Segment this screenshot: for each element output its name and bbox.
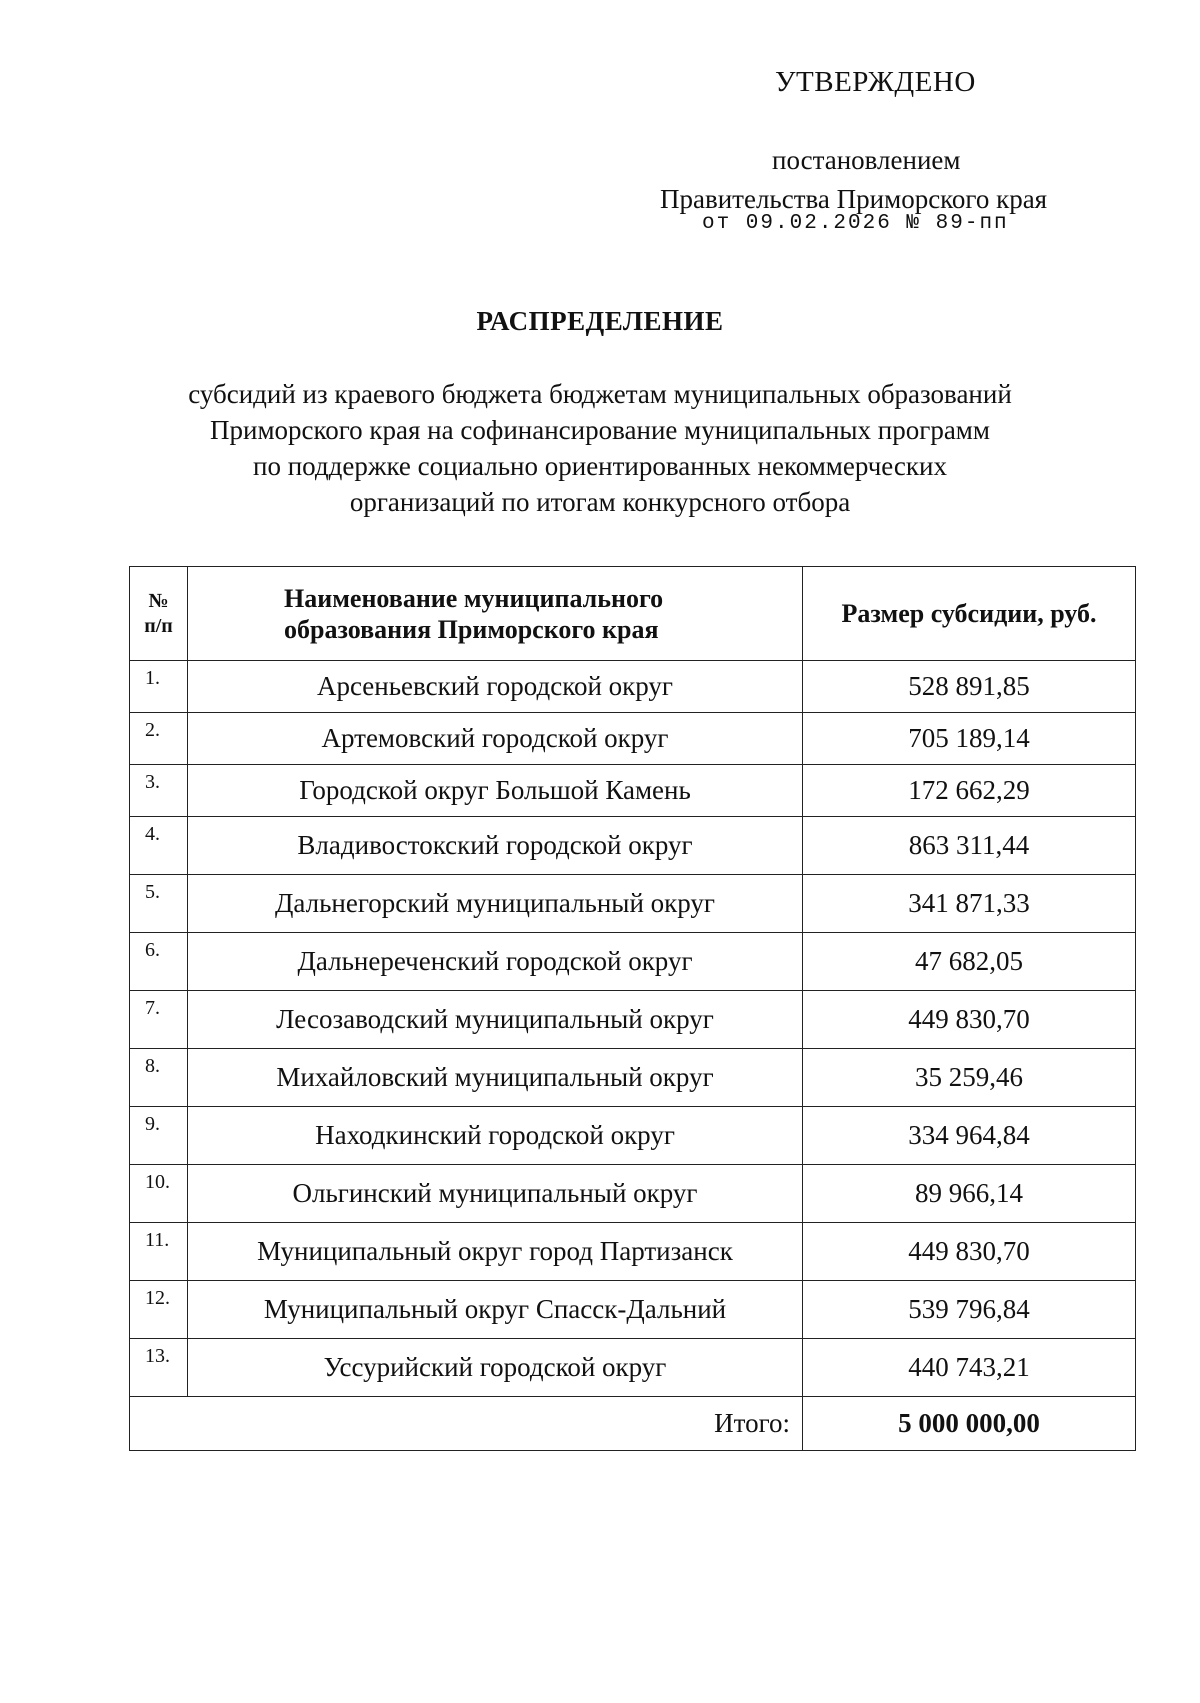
header-number-sign: № bbox=[148, 589, 169, 612]
table-row bbox=[130, 1281, 1136, 1339]
table-row bbox=[130, 661, 1136, 713]
table-row bbox=[130, 1107, 1136, 1165]
subsidy-amount: 528 891,85 bbox=[803, 661, 1136, 713]
municipality-name: Лесозаводский муниципальный округ bbox=[188, 991, 803, 1049]
subtitle-line: по поддержке социально ориентированных некоммерческих bbox=[253, 451, 947, 481]
municipality-name: Артемовский городской округ bbox=[188, 713, 803, 765]
total-row bbox=[130, 1397, 1136, 1451]
row-number: 1. bbox=[130, 661, 188, 713]
table-row bbox=[130, 1049, 1136, 1107]
municipality-name: Городской округ Большой Камень bbox=[188, 765, 803, 817]
table-row bbox=[130, 1223, 1136, 1281]
subsidy-amount: 334 964,84 bbox=[803, 1107, 1136, 1165]
municipality-name: Арсеньевский городской округ bbox=[188, 661, 803, 713]
table-row bbox=[130, 817, 1136, 875]
subsidy-distribution-table bbox=[129, 566, 1136, 1451]
document-title: РАСПРЕДЕЛЕНИЕ bbox=[476, 306, 724, 336]
total-label: Итого: bbox=[130, 1397, 803, 1451]
municipality-name: Муниципальный округ город Партизанск bbox=[188, 1223, 803, 1281]
subsidy-amount: 89 966,14 bbox=[803, 1165, 1136, 1223]
row-number: 12. bbox=[130, 1281, 188, 1339]
row-number: 8. bbox=[130, 1049, 188, 1107]
total-value: 5 000 000,00 bbox=[803, 1397, 1136, 1451]
row-number: 2. bbox=[130, 713, 188, 765]
municipality-name: Дальнереченский городской округ bbox=[188, 933, 803, 991]
table-row bbox=[130, 765, 1136, 817]
table-body bbox=[130, 661, 1136, 1397]
subtitle-line: Приморского края на софинансирование муниципальных программ bbox=[210, 415, 990, 445]
table-row bbox=[130, 933, 1136, 991]
subtitle-line: организаций по итогам конкурсного отбора bbox=[349, 487, 851, 517]
approval-heading: УТВЕРЖДЕНО bbox=[775, 66, 976, 98]
subsidy-amount: 705 189,14 bbox=[803, 713, 1136, 765]
subsidy-amount: 863 311,44 bbox=[803, 817, 1136, 875]
header-municipality-line: Наименование муниципального bbox=[284, 583, 664, 613]
row-number: 5. bbox=[130, 875, 188, 933]
row-number: 6. bbox=[130, 933, 188, 991]
table-row bbox=[130, 991, 1136, 1049]
municipality-name: Дальнегорский муниципальный округ bbox=[188, 875, 803, 933]
row-number: 9. bbox=[130, 1107, 188, 1165]
table-row bbox=[130, 1165, 1136, 1223]
row-number: 7. bbox=[130, 991, 188, 1049]
approval-decree-label: постановлением bbox=[772, 145, 961, 175]
header-number-abbrev: п/п bbox=[144, 614, 173, 637]
table-row bbox=[130, 875, 1136, 933]
row-number: 13. bbox=[130, 1339, 188, 1397]
approval-date-number: от 09.02.2026 № 89-пп bbox=[702, 212, 1009, 235]
subsidy-amount: 172 662,29 bbox=[803, 765, 1136, 817]
row-number: 10. bbox=[130, 1165, 188, 1223]
table-header-row bbox=[130, 567, 1136, 661]
municipality-name: Михайловский муниципальный округ bbox=[188, 1049, 803, 1107]
header-number bbox=[130, 567, 188, 661]
municipality-name: Находкинский городской округ bbox=[188, 1107, 803, 1165]
subsidy-amount: 341 871,33 bbox=[803, 875, 1136, 933]
row-number: 3. bbox=[130, 765, 188, 817]
municipality-name: Ольгинский муниципальный округ bbox=[188, 1165, 803, 1223]
row-number: 11. bbox=[130, 1223, 188, 1281]
subsidy-amount: 35 259,46 bbox=[803, 1049, 1136, 1107]
approval-authority: Правительства Приморского края bbox=[660, 184, 1048, 214]
municipality-name: Владивостокский городской округ bbox=[188, 817, 803, 875]
subtitle-line: субсидий из краевого бюджета бюджетам муниципальных образований bbox=[188, 379, 1012, 409]
municipality-name: Уссурийский городской округ bbox=[188, 1339, 803, 1397]
header-municipality bbox=[188, 567, 803, 661]
subsidy-amount: 47 682,05 bbox=[803, 933, 1136, 991]
row-number: 4. bbox=[130, 817, 188, 875]
header-subsidy-amount: Размер субсидии, руб. bbox=[803, 567, 1136, 661]
document-subtitle bbox=[100, 376, 1100, 520]
subsidy-amount: 539 796,84 bbox=[803, 1281, 1136, 1339]
municipality-name: Муниципальный округ Спасск-Дальний bbox=[188, 1281, 803, 1339]
table-row bbox=[130, 713, 1136, 765]
subsidy-amount: 449 830,70 bbox=[803, 991, 1136, 1049]
table-row bbox=[130, 1339, 1136, 1397]
header-municipality-line: образования Приморского края bbox=[284, 614, 659, 644]
subsidy-amount: 440 743,21 bbox=[803, 1339, 1136, 1397]
subsidy-amount: 449 830,70 bbox=[803, 1223, 1136, 1281]
